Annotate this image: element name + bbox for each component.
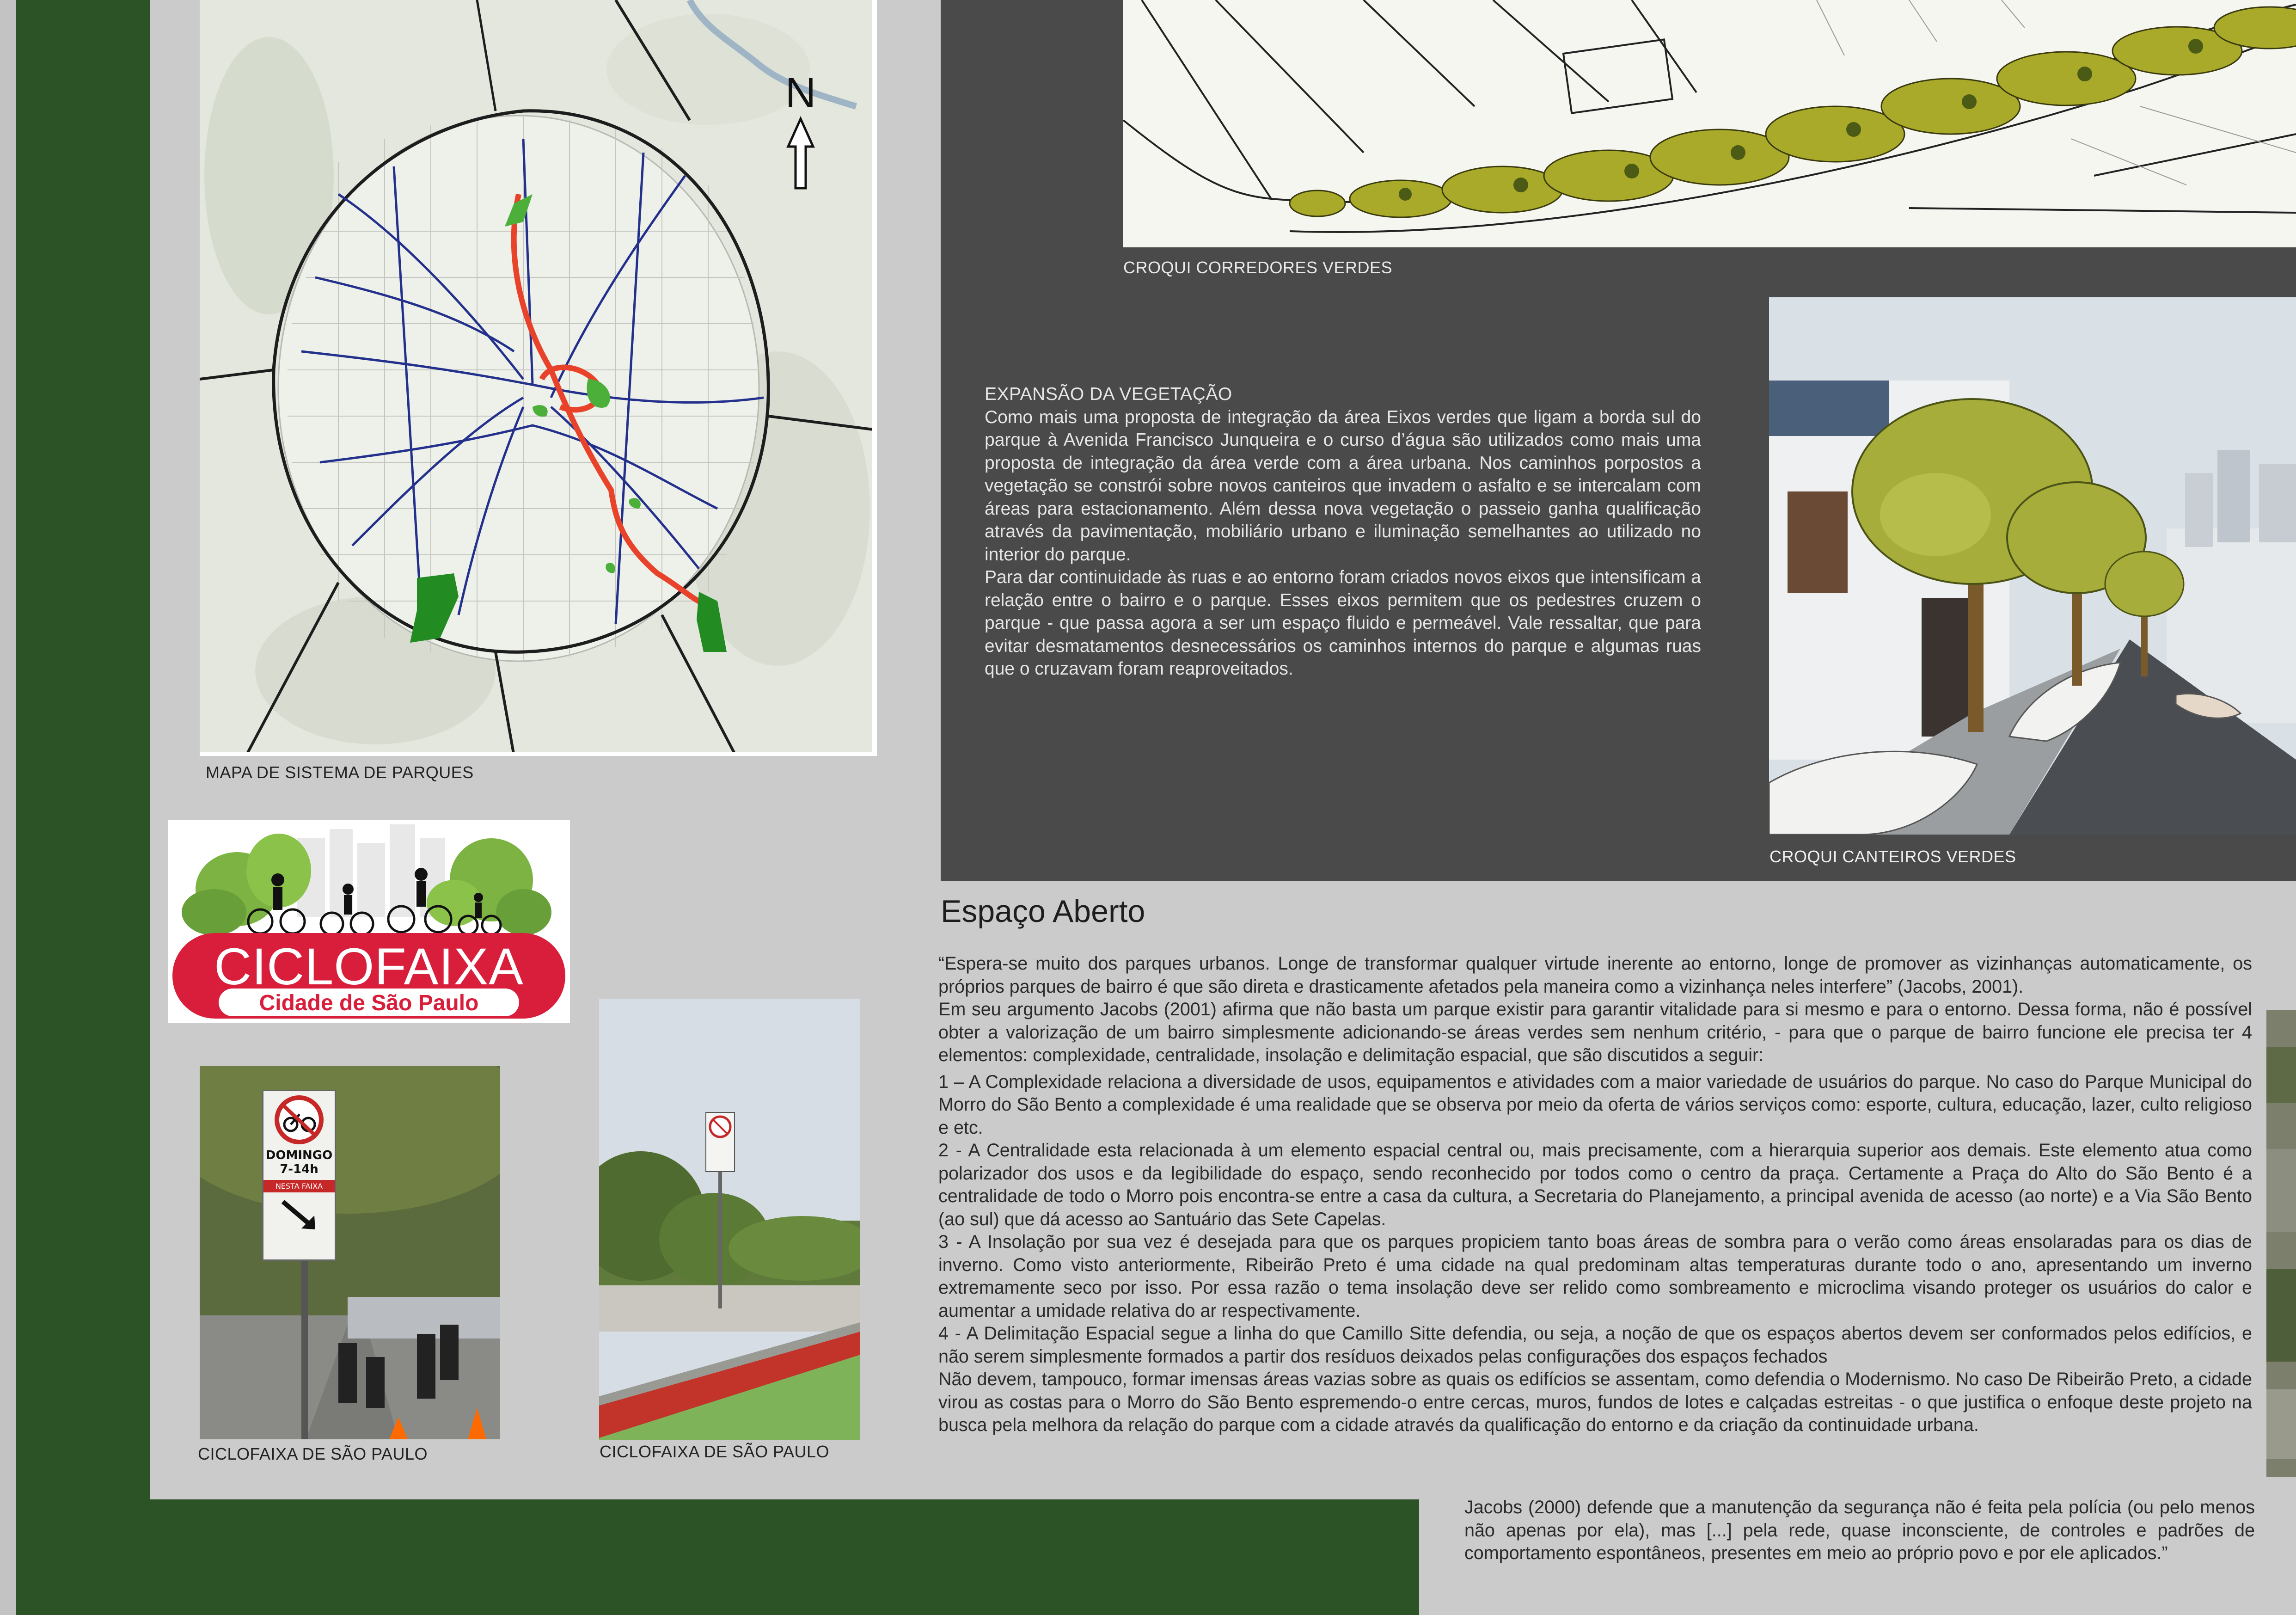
park-system-map [200, 0, 877, 756]
photo-2-drawing [599, 999, 860, 1440]
open-space-paragraph-4: 2 - A Centralidade esta relacionada à um elemento espacial central ou, mais precisamente, com a hierarquia superior aos demais. Este elemento atua como polarizador dos usos e da legibilidade do espaço, sendo reconhecido por todos como o centro da praça. Certamente a Praça do Alto do São Bento é a centralidade de todo o Morro pois encontra-se entre a casa da cultura, a Secretaria do Planejamento, a principal avenida de acesso (ao norte) e a Via São Bento (ao sul) que dá acesso ao Santuário das Sete Capelas. [938, 1140, 2252, 1229]
logo-subtitle: Cidade de São Paulo [259, 991, 479, 1015]
corridor-sketch-drawing [1123, 0, 2296, 247]
photo-1-drawing [200, 1066, 500, 1439]
ciclofaixa-logo [168, 820, 570, 1023]
vegetation-heading: EXPANSÃO DA VEGETAÇÃO [985, 384, 1232, 404]
north-label: N [785, 69, 816, 117]
vegetation-paragraph-2: Para dar continuidade às ruas e ao entorno foram criados novos eixos que intensificam a relação entre o bairro e o parque. Esses eixos permitem que os pedestres cruzem o parque - que passa agora a ser um espaço fluido e permeável. Vale ressaltar, que para evitar desmatamentos desnecessários os caminhos internos do parque e algumas ruas que o cruzavam foram reaproveitados. [985, 567, 1701, 679]
aerial-photo-edge [2266, 1010, 2296, 1477]
left-margin-strip [0, 0, 16, 1615]
north-arrow [784, 69, 817, 197]
arrow-down-right-icon [264, 1192, 334, 1234]
vegetation-paragraph-1: Como mais uma proposta de integração da área Eixos verdes que ligam a borda sul do parque à Avenida Francisco Junqueira e o curso d’água são utilizados como mais uma proposta de integração da área verde com a área urbana. Nos caminhos porpostos a vegetação se constrói sobre novos canteiros que invadem o asfalto e se intercalam com áreas para estacionamento. Além dessa nova vegetação o passeio ganha qualificação através da pavimentação, mobiliário urbano e iluminação semelhantes ao utilizado no interior do parque. [985, 407, 1701, 565]
bike-lane-caption-1: CICLOFAIXA DE SÃO PAULO [198, 1444, 428, 1463]
open-space-paragraph-3: 1 – A Complexidade relaciona a diversidade de usos, equipamentos e atividades com a maior variedade de usuários do parque. No caso do Parque Municipal do Morro do São Bento a complexidade é uma realidade que se observa por meio da oferta de vários serviços como: esporte, cultura, educação, lazer, culto religioso e etc. [938, 1071, 2252, 1138]
green-beds-sketch [1769, 297, 2296, 835]
open-space-paragraph-2: Em seu argumento Jacobs (2001) afirma que não basta um parque existir para garantir vitalidade para si mesmo e para o entorno. Dessa forma, não é possível obter a valorização de um bairro simplesmente adicionando-se áreas verdes sem nenhum critério, - para que o parque de bairro funcione ele precisa ter 4 elementos: complexidade, centralidade, insolação e delimitação espacial, que são discutidos a seguir: [938, 999, 2252, 1065]
street-sketch-drawing [1769, 297, 2296, 835]
bike-lane-sign [262, 1090, 336, 1261]
no-bicycle-icon [264, 1091, 334, 1147]
open-space-paragraph-1: “Espera-se muito dos parques urbanos. Longe de transformar qualquer virtude inerente ao entorno, longe de promover as vizinhanças automaticamente, os próprios parques de bairro é que são direta e drasticamente afetados pela maneira como a vizinhança neles interfere” (Jacobs, 2001). [938, 953, 2252, 997]
arrow-up-icon [784, 114, 817, 193]
green-corridors-sketch [1123, 0, 2296, 247]
map-caption: MAPA DE SISTEMA DE PARQUES [206, 763, 474, 782]
section-title: Espaço Aberto [941, 894, 1145, 929]
bike-lane-caption-2: CICLOFAIXA DE SÃO PAULO [600, 1442, 829, 1461]
photo-2-sign [705, 1112, 735, 1172]
open-space-paragraph-6: 4 - A Delimitação Espacial segue a linha do que Camillo Sitte defendia, ou seja, a noção de que os espaços abertos devem ser conformados pelos edifícios, e não serem simplesmente formados a partir dos resíduos deixados pelas configurações dos espaços fechados [938, 1323, 2252, 1367]
aerial-photo-drawing [2266, 1010, 2296, 1477]
open-space-paragraph-7: Não devem, tampouco, formar imensas áreas vazias sobre as quais os edifícios se assentam, como defendia o Modernismo. No caso De Ribeirão Preto, a cidade virou as costas para o Morro do São Bento espremendo-o entre cercas, muros, fundos de lotes e calçadas estreitas - o que justifica o enfoque deste projeto na busca pela melhora da relação do parque com a cidade através da qualificação do entorno e da criação da continuidade urbana. [938, 1369, 2252, 1435]
green-bottom-band [16, 1499, 1419, 1615]
open-space-paragraph-5: 3 - A Insolação por sua vez é desejada para que os parques propiciem tanto boas áreas de sombra para o verão como áreas ensolaradas para os dias de inverno. Como visto anteriormente, Ribeirão Preto é uma cidade na qual predominam altas temperaturas durante todo o ano, apresentando um inverno extremamente seco por isso. Por essa razão o tema insolação deve ser relido como sombreamento e microclima visando proteger os usuários do calor e aumentar a umidade relativa do ar respectivamente. [938, 1232, 2252, 1321]
green-side-band [16, 0, 150, 1615]
sign-day: DOMINGO [265, 1148, 333, 1162]
open-space-text [938, 952, 2252, 1437]
sign-hours: 7-14h [280, 1162, 318, 1176]
jacobs-quote: Jacobs (2000) defende que a manutenção da segurança não é feita pela polícia (ou pelo menos não apenas por ela), mas [...] pela rede, quase inconsciente, de controles e padrões de comportamento espontâneos, presentes em meio ao próprio povo e por ele aplicados.” [1464, 1497, 2255, 1563]
logo-title: CICLOFAIXA [214, 938, 524, 995]
green-corridors-caption: CROQUI CORREDORES VERDES [1123, 258, 1393, 277]
sign-note: NESTA FAIXA [263, 1180, 335, 1192]
green-beds-caption: CROQUI CANTEIROS VERDES [1769, 847, 2016, 866]
bike-lane-photo-2 [599, 999, 860, 1440]
bike-lane-photo-1 [200, 1066, 500, 1439]
vegetation-text-block [985, 383, 1701, 681]
no-bicycle-icon [706, 1113, 734, 1141]
map-drawing [200, 0, 877, 756]
